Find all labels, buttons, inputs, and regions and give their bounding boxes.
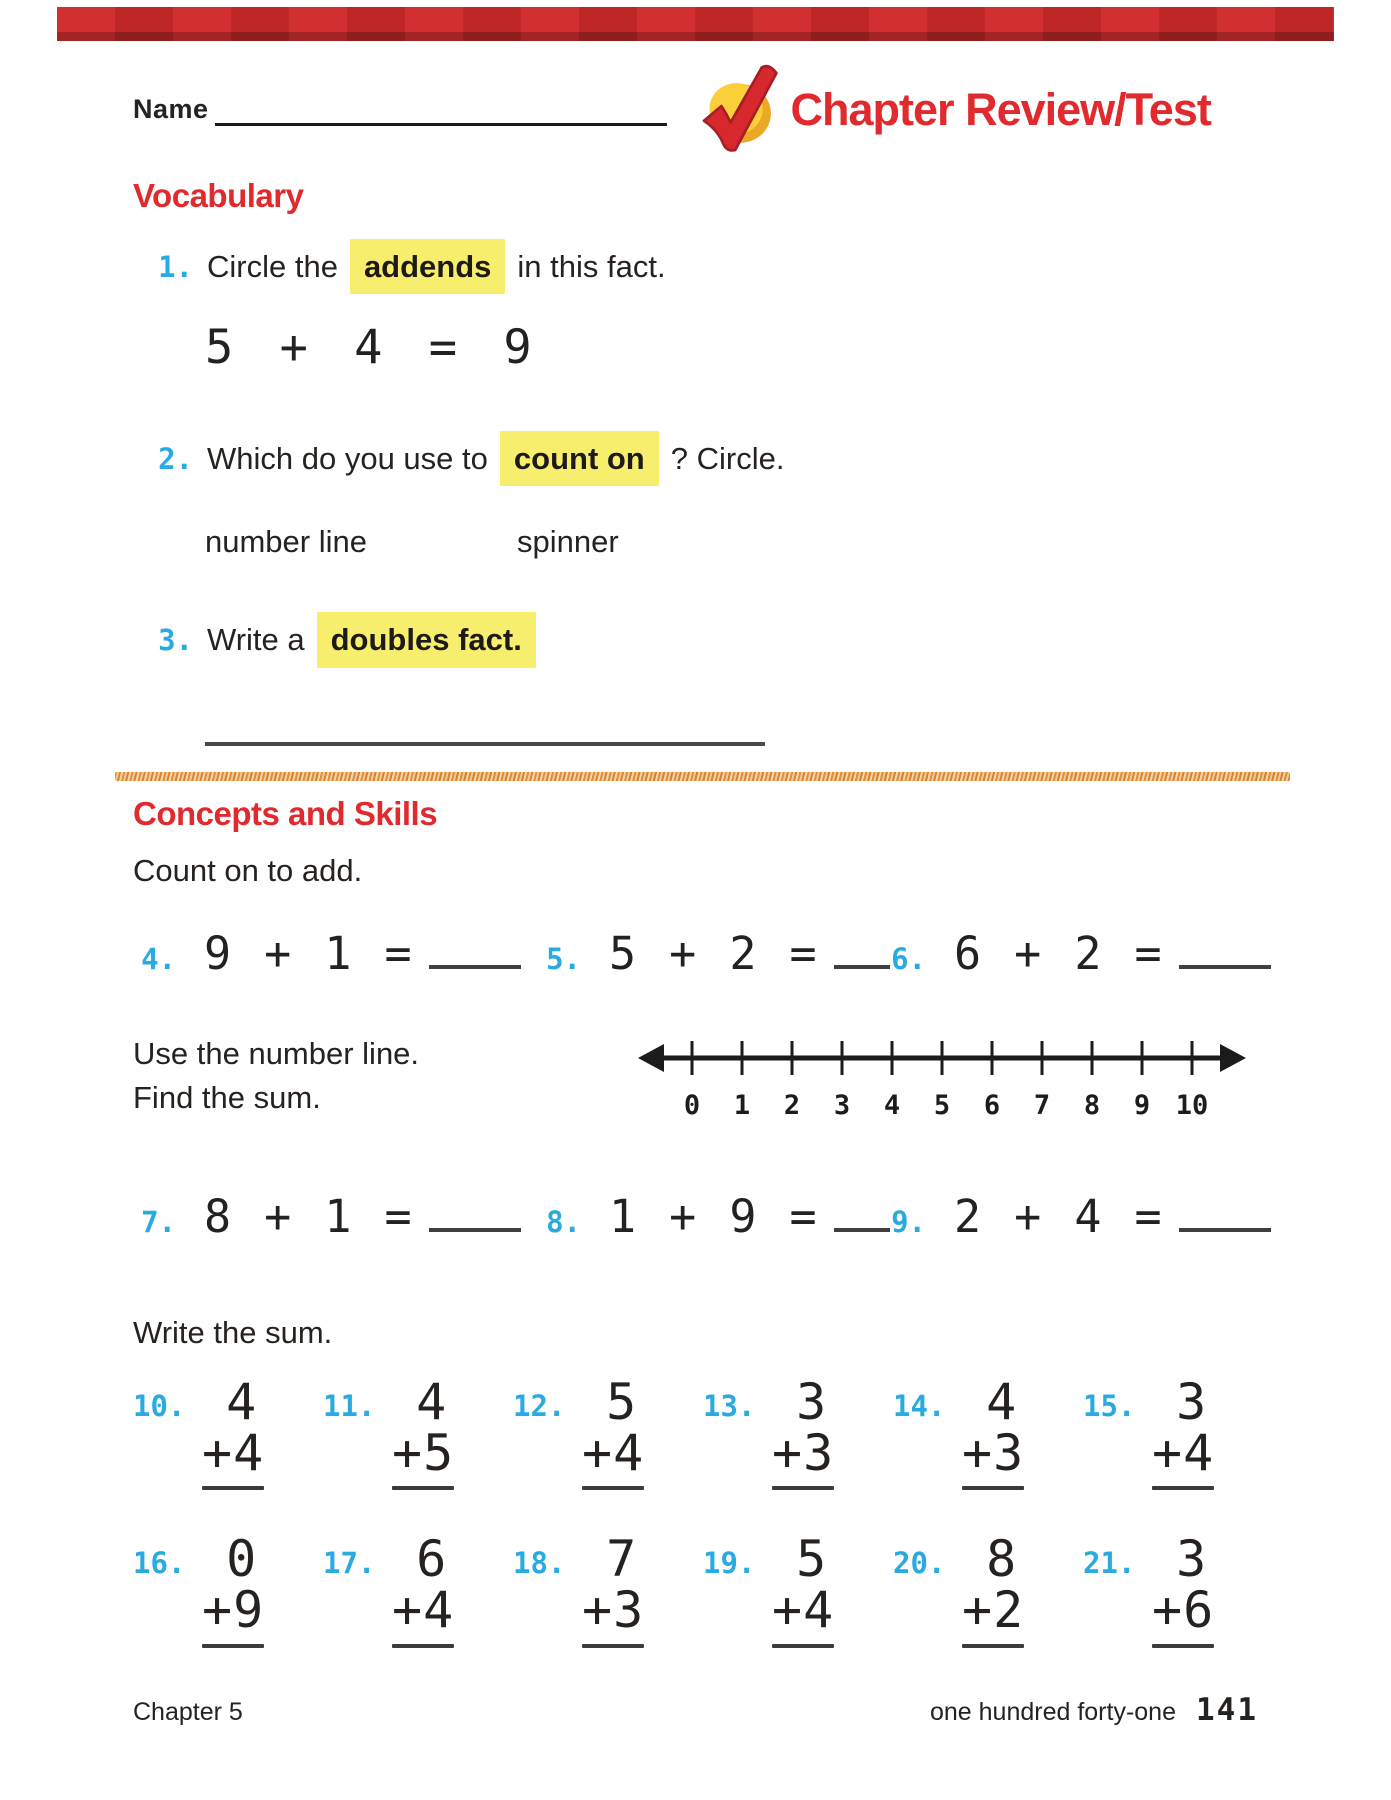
problem-6-number: 6. [891,941,926,976]
problem-21-number: 21. [1083,1546,1136,1581]
problem-15 [1083,1372,1273,1491]
problem-12-number: 12. [513,1388,566,1423]
problem-9 [890,1190,1271,1243]
name-write-line[interactable] [215,93,667,126]
page-title: Chapter Review/Test [790,83,1211,135]
tick-label-6: 6 [983,1089,1001,1121]
question-2 [157,431,1278,486]
problem-14-sum-line[interactable] [962,1486,1024,1490]
checkmark-icon [693,60,781,159]
problem-21-bottom-addend: +6 [1152,1581,1215,1640]
problem-16-number: 16. [133,1546,186,1581]
problem-7-expression: 8 + 1 = [204,1189,413,1243]
problem-11-top-addend: 4 [416,1372,447,1431]
problem-19-bottom-addend: +4 [772,1581,835,1640]
question-2-text-after: ? Circle. [670,441,785,477]
tick-label-3: 3 [833,1089,851,1121]
problem-15-bottom-addend: +4 [1152,1423,1215,1482]
problem-12 [513,1372,703,1491]
problem-19-number: 19. [703,1546,756,1581]
problem-20-bottom-addend: +2 [962,1581,1025,1640]
problem-10-sum-line[interactable] [202,1486,264,1490]
question-1-number: 1. [158,250,193,284]
problem-8 [545,1190,890,1243]
problem-16-top-addend: 0 [226,1530,257,1589]
problem-6-answer-blank[interactable] [1179,955,1271,969]
tick-label-1: 1 [733,1089,751,1121]
problem-4-number: 4. [141,941,176,976]
problem-18-number: 18. [513,1546,566,1581]
addition-fact[interactable]: 5 + 4 = 9 [205,320,534,376]
problem-10-number: 10. [133,1388,186,1423]
write-sum-instruction: Write the sum. [133,1314,333,1350]
tick-label-5: 5 [933,1089,951,1121]
question-3-answer-line[interactable] [205,742,765,746]
problem-13-top-addend: 3 [796,1372,827,1431]
tick-label-2: 2 [783,1089,801,1121]
option-spinner[interactable]: spinner [516,524,619,560]
problem-7-number: 7. [141,1204,176,1239]
question-3 [157,612,1278,667]
problem-11-sum-line[interactable] [392,1486,454,1490]
vocabulary-heading: Vocabulary [133,177,304,214]
number-line [638,1032,1246,1124]
vocab-term-addends: addends [350,239,505,294]
problem-14-top-addend: 4 [986,1372,1017,1431]
vocab-term-count-on: count on [500,431,659,486]
problem-17-number: 17. [323,1546,376,1581]
problem-11-number: 11. [323,1388,376,1423]
problem-16 [133,1530,323,1648]
problem-6 [890,927,1271,980]
question-2-text-before: Which do you use to [207,441,488,477]
chapter-label: Chapter 5 [133,1698,243,1726]
problem-21-sum-line[interactable] [1152,1644,1214,1648]
banner-bottom-strip [57,32,1334,41]
problem-8-number: 8. [546,1204,581,1239]
problem-14-bottom-addend: +3 [962,1423,1025,1482]
tick-label-4: 4 [883,1089,901,1121]
problem-16-bottom-addend: +9 [202,1581,265,1640]
problem-12-top-addend: 5 [606,1372,637,1431]
problem-19-sum-line[interactable] [772,1644,834,1648]
number-line-instruction [133,1032,638,1120]
problem-12-bottom-addend: +4 [582,1423,645,1482]
tick-label-10: 10 [1175,1089,1209,1121]
problem-21 [1083,1530,1273,1648]
page-number: 141 [1196,1692,1258,1728]
problem-15-sum-line[interactable] [1152,1486,1214,1490]
problem-14-number: 14. [893,1388,946,1423]
problem-11-bottom-addend: +5 [392,1423,455,1482]
number-line-instruction-line2: Find the sum. [133,1079,321,1115]
question-1-text-before: Circle the [207,249,338,284]
question-2-options [205,524,1278,560]
problem-18-sum-line[interactable] [582,1644,644,1648]
problem-5-expression: 5 + 2 = [609,926,818,980]
problem-7 [140,1190,545,1243]
name-label: Name [133,94,209,124]
problem-6-expression: 6 + 2 = [954,926,1163,980]
problem-15-top-addend: 3 [1176,1372,1207,1431]
page-content [133,60,1278,1648]
banner-checker-pattern [57,7,1334,32]
header-row [133,60,1278,159]
problem-7-answer-blank[interactable] [429,1218,521,1232]
number-line-block [133,1032,1278,1124]
page-number-words: one hundred forty-one [929,1698,1176,1726]
problem-9-answer-blank[interactable] [1179,1218,1271,1232]
problem-11 [323,1372,513,1491]
problem-9-expression: 2 + 4 = [954,1189,1163,1243]
problem-8-answer-blank[interactable] [834,1218,890,1232]
problems-row-4-6 [133,927,1278,980]
number-line-instruction-line1: Use the number line. [133,1035,420,1071]
problem-17-sum-line[interactable] [392,1644,454,1648]
problem-21-top-addend: 3 [1176,1530,1207,1589]
problem-8-expression: 1 + 9 = [609,1189,818,1243]
tick-label-0: 0 [683,1089,701,1121]
page-footer [133,1692,1258,1728]
vocab-term-doubles-fact: doubles fact. [317,612,536,667]
option-number-line[interactable]: number line [205,524,367,560]
tick-label-7: 7 [1033,1089,1051,1121]
problem-4-expression: 9 + 1 = [204,926,413,980]
problems-row-7-9 [133,1190,1278,1243]
vertical-problems-row-16-21 [133,1530,1278,1648]
problem-5-number: 5. [546,941,581,976]
problem-17-bottom-addend: +4 [392,1581,455,1640]
section-divider [115,772,1290,781]
problem-5 [545,927,890,980]
count-on-instruction: Count on to add. [133,852,363,888]
question-1-text-after: in this fact. [517,249,666,284]
problem-14 [893,1372,1083,1491]
problem-20 [893,1530,1083,1648]
vertical-problems-row-10-15 [133,1372,1278,1491]
tick-label-8: 8 [1083,1089,1101,1121]
question-1 [157,239,1278,294]
question-3-number: 3. [158,623,193,658]
problem-13-bottom-addend: +3 [772,1423,835,1482]
problem-13-number: 13. [703,1388,756,1423]
problem-16-sum-line[interactable] [202,1644,264,1648]
problem-4 [140,927,545,980]
problem-9-number: 9. [891,1204,926,1239]
problem-19 [703,1530,893,1648]
problem-20-number: 20. [893,1546,946,1581]
question-2-number: 2. [158,442,193,477]
problem-20-sum-line[interactable] [962,1644,1024,1648]
problem-10-top-addend: 4 [226,1372,257,1431]
problem-5-answer-blank[interactable] [834,955,890,969]
problem-18-top-addend: 7 [606,1530,637,1589]
problem-10 [133,1372,323,1491]
problem-18-bottom-addend: +3 [582,1581,645,1640]
problem-20-top-addend: 8 [986,1530,1017,1589]
top-banner [57,7,1334,41]
problem-13-sum-line[interactable] [772,1486,834,1490]
problem-19-top-addend: 5 [796,1530,827,1589]
problem-13 [703,1372,893,1491]
problem-15-number: 15. [1083,1388,1136,1423]
concepts-heading: Concepts and Skills [133,794,438,832]
problem-17 [323,1530,513,1648]
problem-18 [513,1530,703,1648]
problem-10-bottom-addend: +4 [202,1423,265,1482]
tick-label-9: 9 [1133,1089,1151,1121]
problem-12-sum-line[interactable] [582,1486,644,1490]
question-3-text-before: Write a [207,622,305,658]
problem-17-top-addend: 6 [416,1530,447,1589]
problem-4-answer-blank[interactable] [429,955,521,969]
